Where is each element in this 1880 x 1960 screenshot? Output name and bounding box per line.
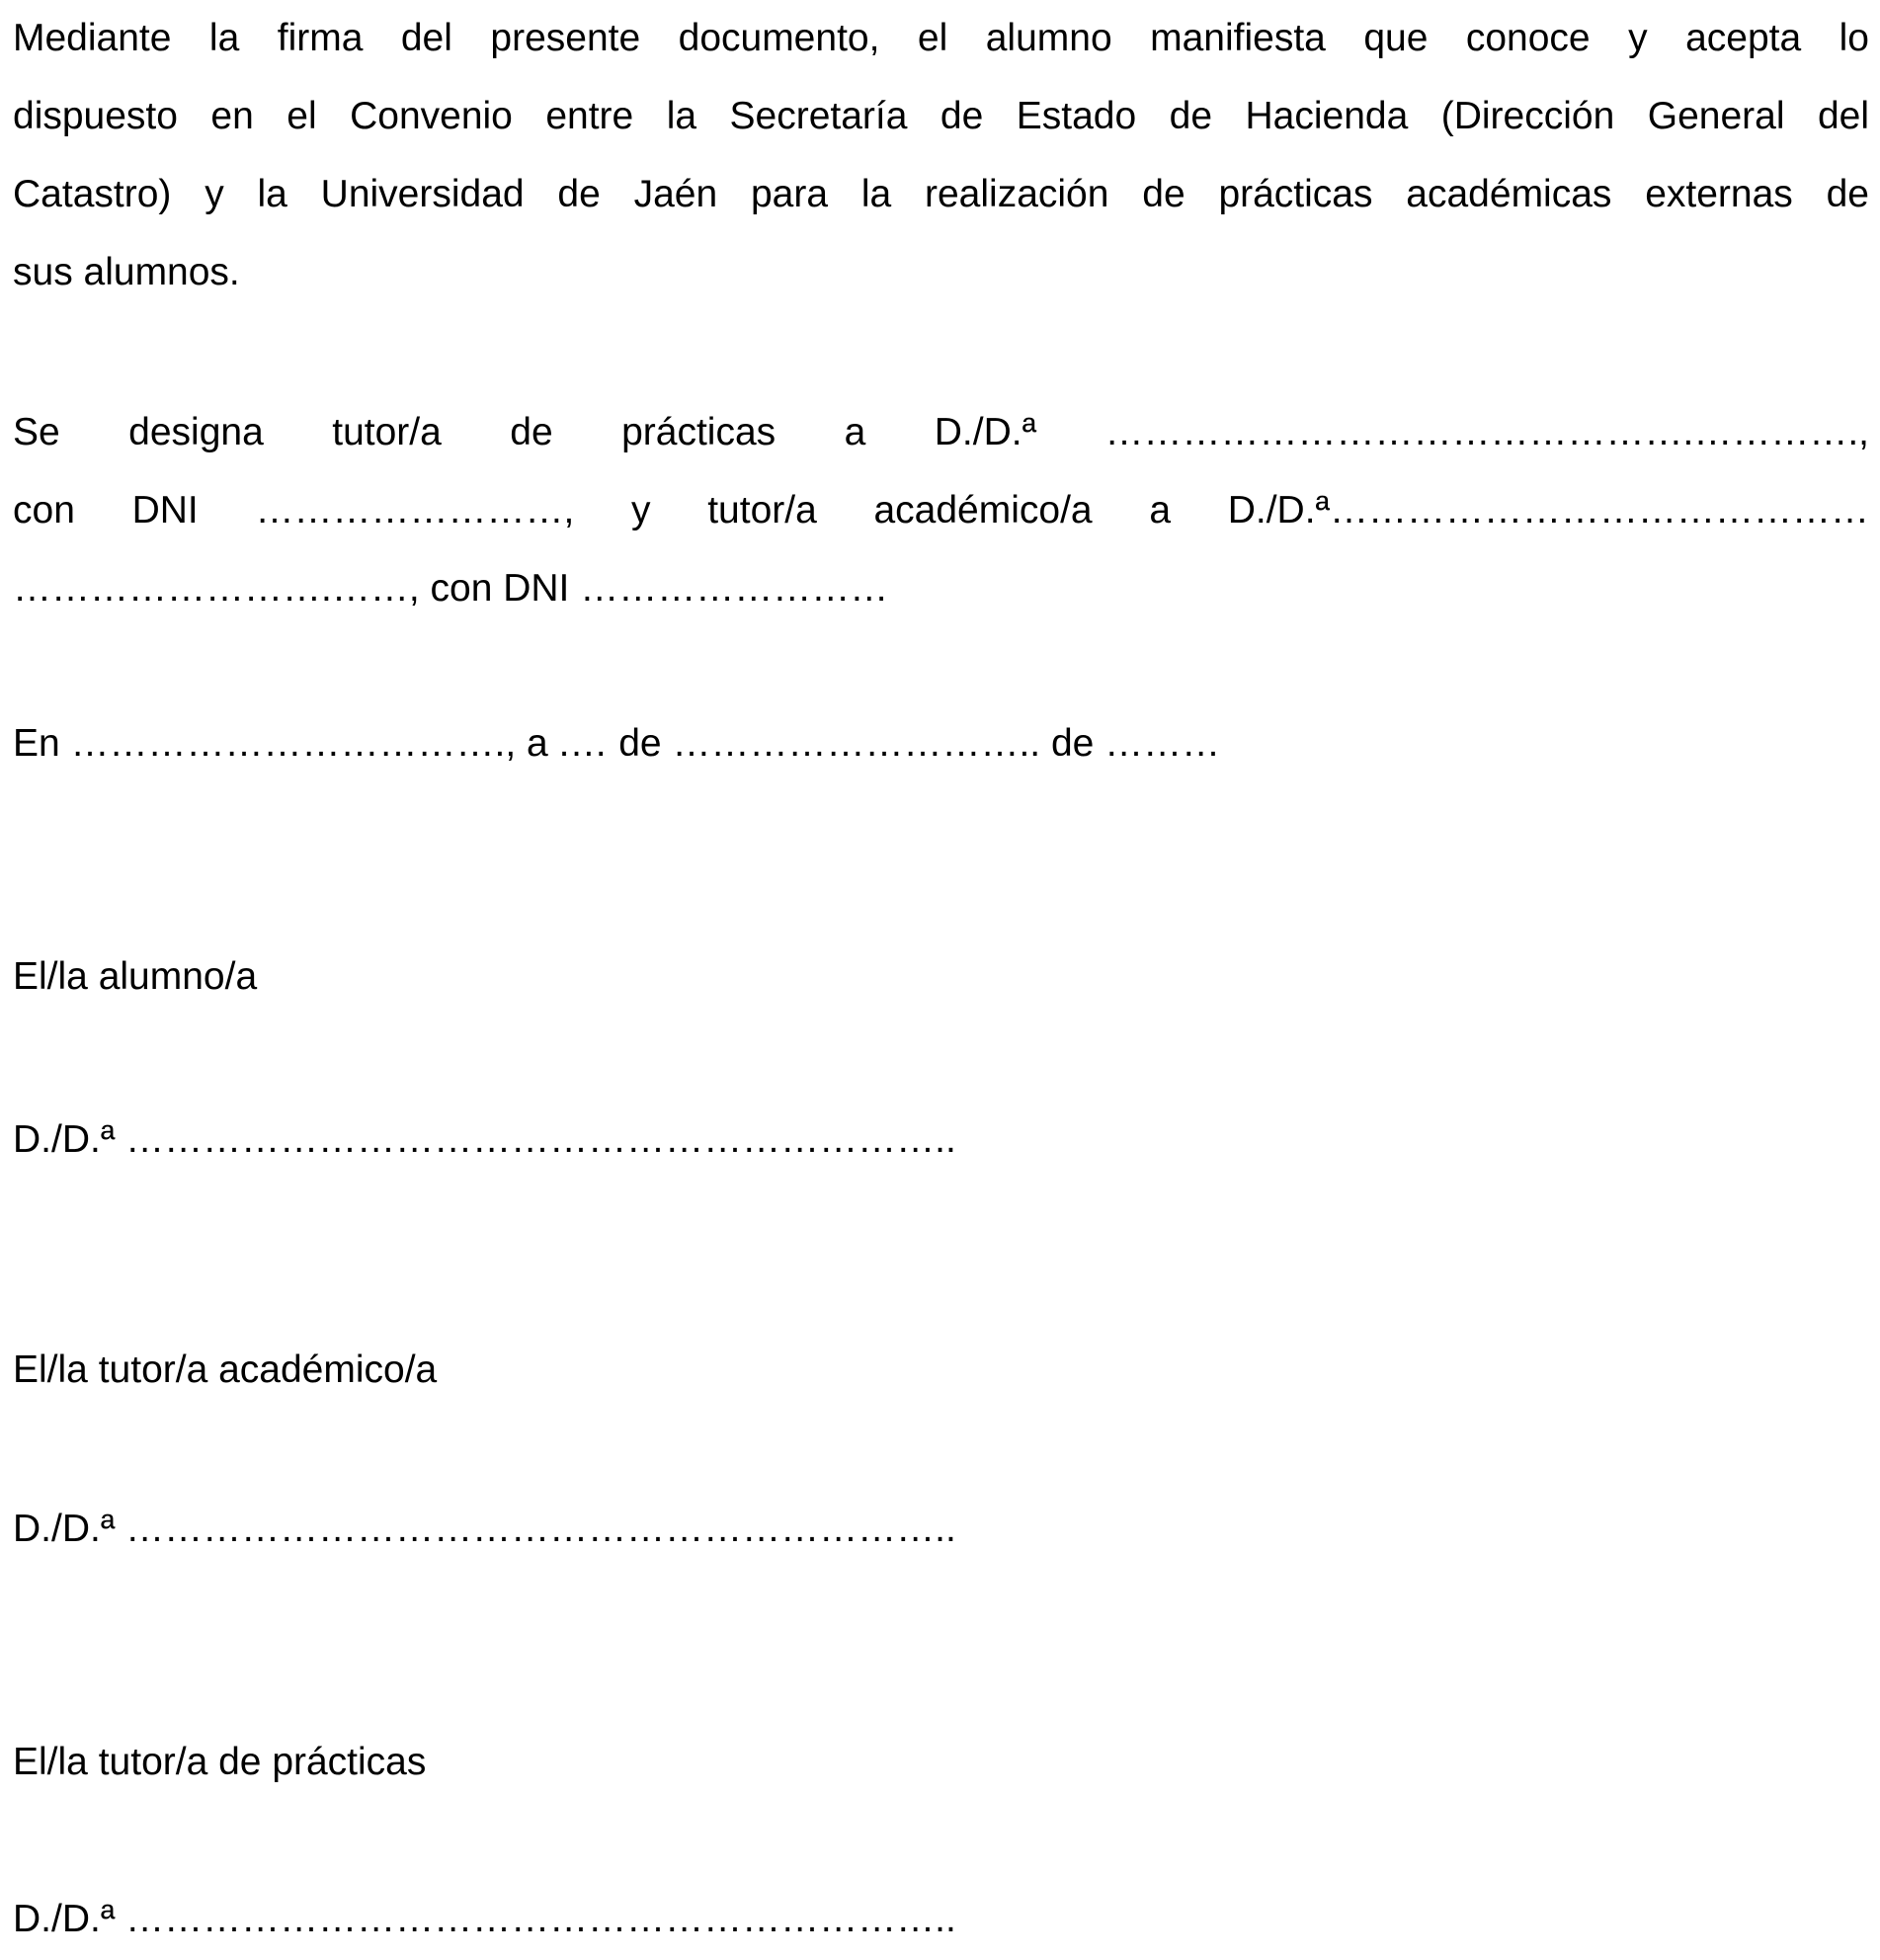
place-date-line: En ……………………………., a .… de ……………………….. de ………	[13, 722, 1221, 765]
student-signature-label: El/la alumno/a	[13, 955, 258, 998]
paragraph-line: …………………….……, con DNI ……………………	[13, 567, 889, 610]
paragraph-line: con DNI ……………………, y tutor/a académico/a a D./D.ª……………………………………	[13, 489, 1869, 531]
academic-tutor-signature-label: El/la tutor/a académico/a	[13, 1348, 438, 1391]
paragraph-line: sus alumnos.	[13, 251, 240, 293]
practice-tutor-name-line: D./D.ª ………………………………………………………..	[13, 1898, 956, 1940]
paragraph-line: Mediante la firma del presente documento, el alumno manifiesta que conoce y acepta lo	[13, 17, 1869, 59]
paragraph-line: Catastro) y la Universidad de Jaén para la realización de prácticas académicas externas de	[13, 173, 1869, 215]
academic-tutor-name-line: D./D.ª ………………………………………………………..	[13, 1508, 956, 1550]
paragraph-line: Se designa tutor/a de prácticas a D./D.ª ……………………………………….………….,	[13, 411, 1869, 453]
paragraph-line: dispuesto en el Convenio entre la Secretaría de Estado de Hacienda (Dirección General del	[13, 95, 1869, 137]
practice-tutor-signature-label: El/la tutor/a de prácticas	[13, 1741, 427, 1783]
student-name-line: D./D.ª ………………………………………………………..	[13, 1118, 956, 1161]
